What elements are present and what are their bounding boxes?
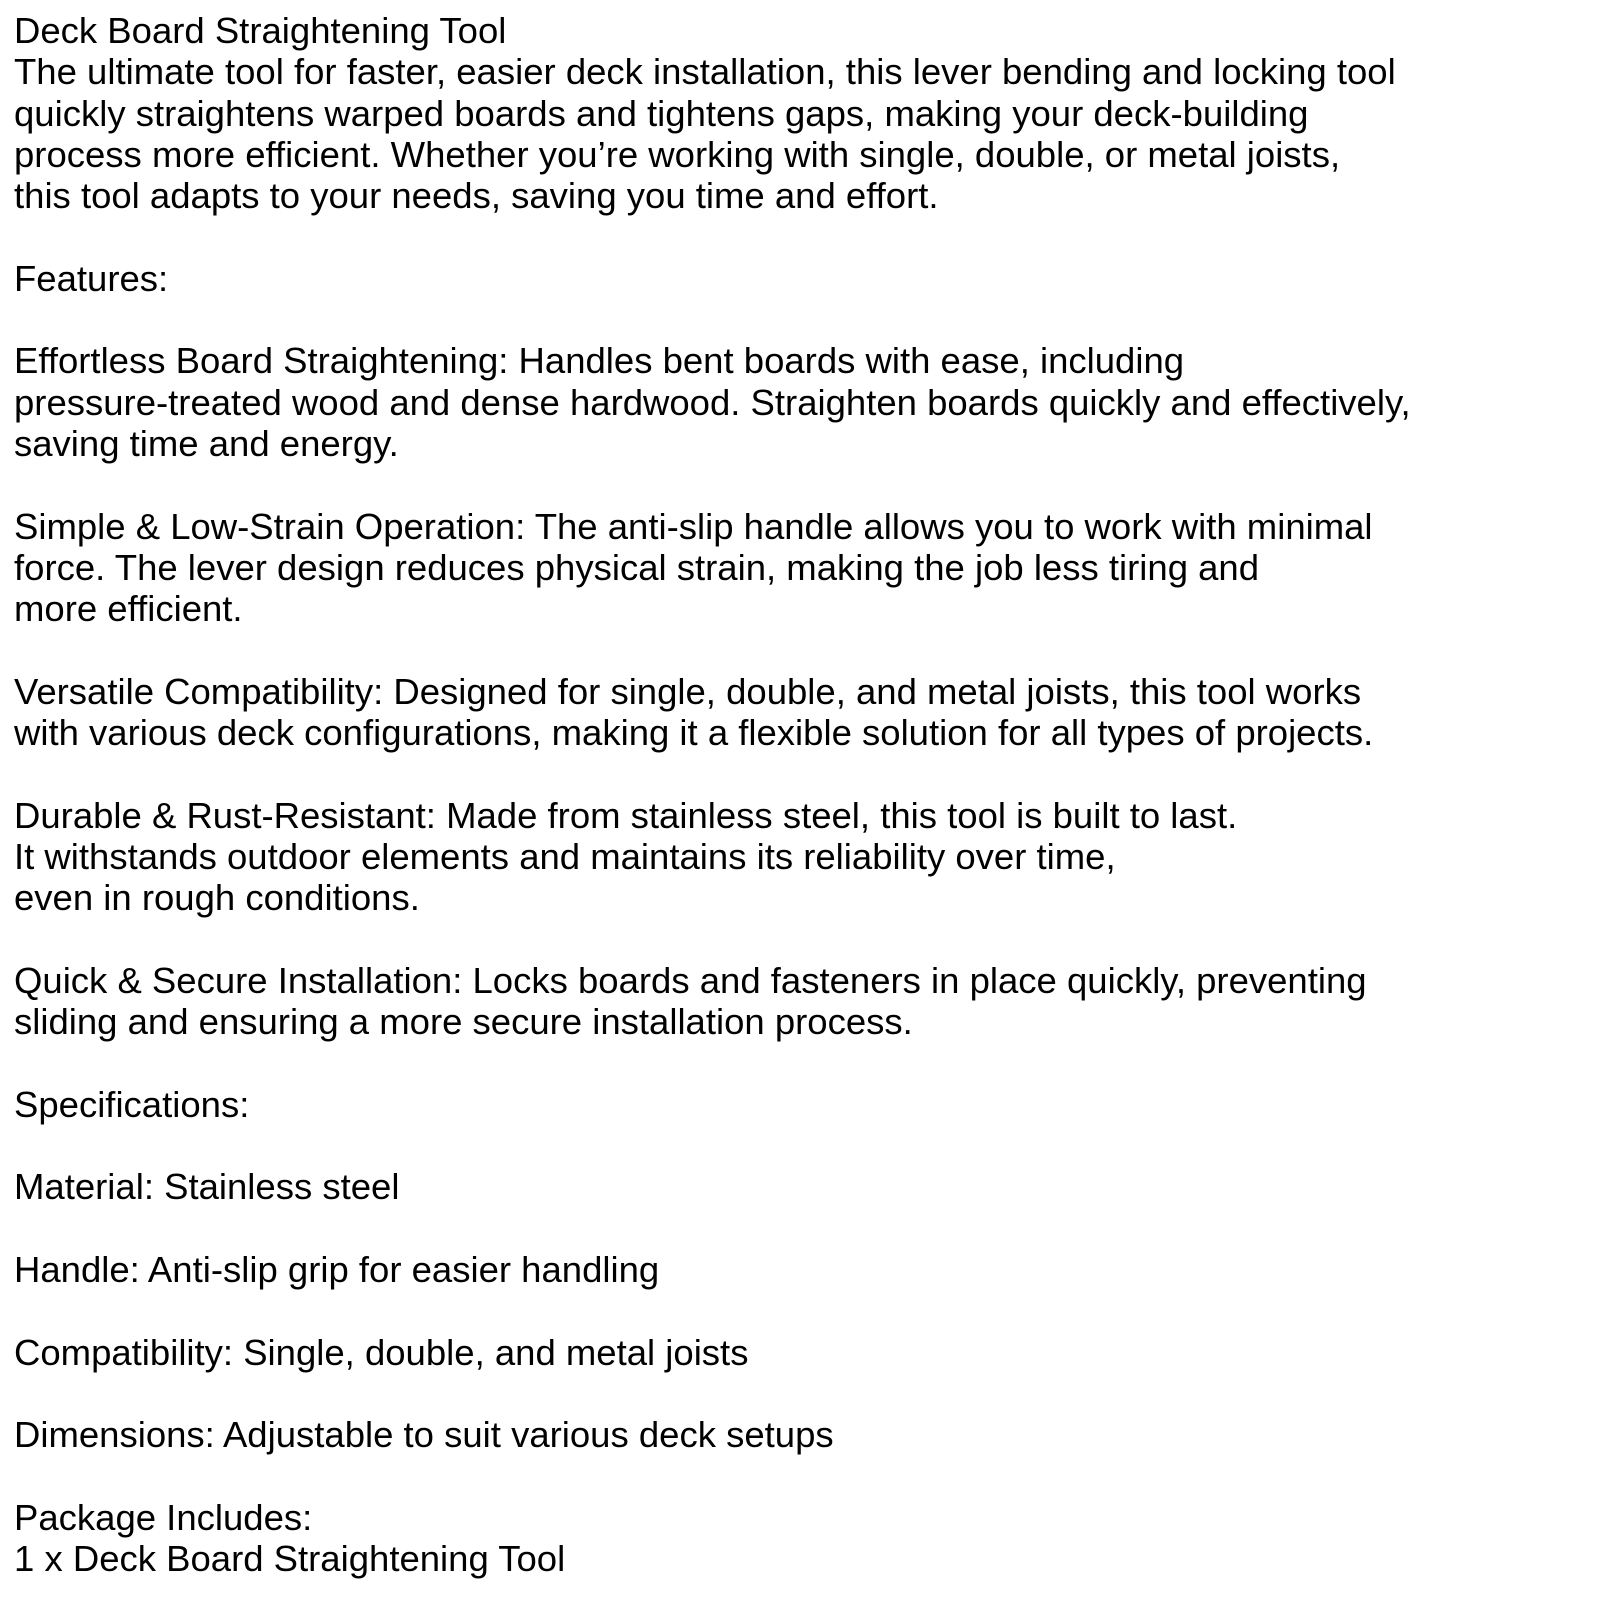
spacer	[14, 464, 1600, 505]
feature-line: Quick & Secure Installation: Locks boards and fasteners in place quickly, preventing	[14, 959, 1367, 1001]
spec-dimensions: Dimensions: Adjustable to suit various deck setups	[14, 1414, 834, 1456]
feature-line: even in rough conditions.	[14, 877, 420, 919]
spacer	[14, 1290, 1600, 1331]
spec-compatibility: Compatibility: Single, double, and metal joists	[14, 1331, 749, 1373]
spacer	[14, 1373, 1600, 1414]
intro-line: process more efficient. Whether you’re working with single, double, or metal joists,	[14, 133, 1341, 175]
feature-board-straightening	[14, 340, 1600, 464]
product-description	[14, 10, 1600, 1579]
feature-line: sliding and ensuring a more secure installation process.	[14, 1001, 913, 1043]
intro-line: The ultimate tool for faster, easier deck installation, this lever bending and locking tool	[14, 51, 1396, 93]
feature-rust-resistant	[14, 795, 1600, 919]
spacer	[14, 629, 1600, 670]
feature-line: It withstands outdoor elements and maintains its reliability over time,	[14, 835, 1116, 877]
spacer	[14, 919, 1600, 960]
feature-low-strain-operation	[14, 506, 1600, 630]
feature-line: more efficient.	[14, 588, 243, 630]
intro-line: quickly straightens warped boards and tightens gaps, making your deck-building	[14, 92, 1309, 134]
spacer	[14, 1208, 1600, 1249]
feature-line: Versatile Compatibility: Designed for single, double, and metal joists, this tool works	[14, 670, 1362, 712]
feature-line: pressure-treated wood and dense hardwood. Straighten boards quickly and effectively,	[14, 381, 1411, 423]
feature-versatile-compatibility	[14, 671, 1600, 754]
feature-line: Simple & Low-Strain Operation: The anti-slip handle allows you to work with minimal	[14, 505, 1373, 547]
specifications-heading: Specifications:	[14, 1083, 250, 1125]
spec-material: Material: Stainless steel	[14, 1166, 400, 1208]
feature-secure-installation	[14, 960, 1600, 1043]
feature-line: Durable & Rust-Resistant: Made from stainless steel, this tool is built to last.	[14, 794, 1238, 836]
spec-handle: Handle: Anti-slip grip for easier handling	[14, 1248, 660, 1290]
spacer	[14, 753, 1600, 794]
feature-line: saving time and energy.	[14, 422, 399, 464]
package-item: 1 x Deck Board Straightening Tool	[14, 1537, 566, 1579]
feature-line: with various deck configurations, making it a flexible solution for all types of projects.	[14, 712, 1374, 754]
spacer	[14, 299, 1600, 340]
package-heading: Package Includes:	[14, 1496, 313, 1538]
spacer	[14, 1455, 1600, 1496]
feature-line: force. The lever design reduces physical strain, making the job less tiring and	[14, 546, 1260, 588]
intro-paragraph	[14, 51, 1600, 216]
spacer	[14, 216, 1600, 257]
spacer	[14, 1125, 1600, 1166]
spacer	[14, 1042, 1600, 1083]
features-heading: Features:	[14, 257, 169, 299]
product-title: Deck Board Straightening Tool	[14, 10, 507, 51]
feature-line: Effortless Board Straightening: Handles bent boards with ease, including	[14, 340, 1185, 382]
intro-line: this tool adapts to your needs, saving you time and effort.	[14, 175, 939, 217]
